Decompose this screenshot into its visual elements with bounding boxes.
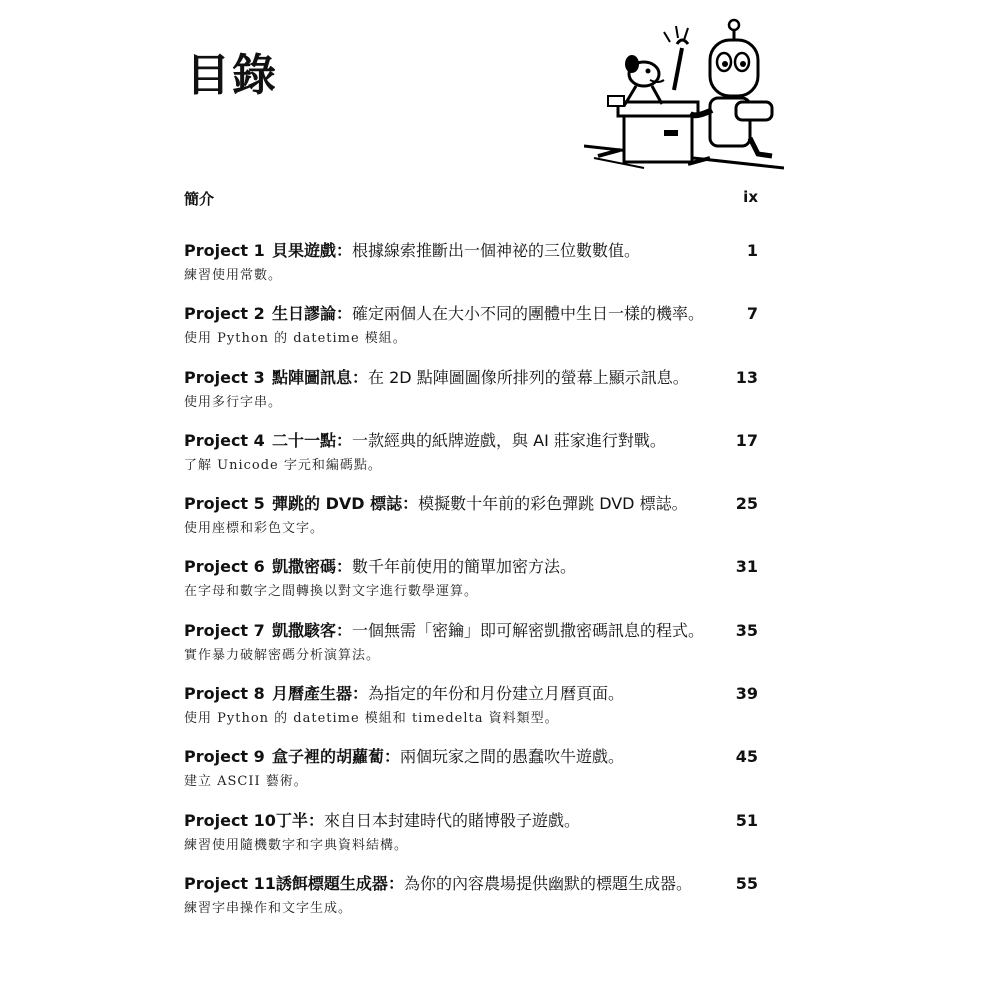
project-number: Project 7: [184, 620, 265, 640]
toc-intro-entry[interactable]: [184, 188, 758, 210]
toc-entry-project-2[interactable]: [184, 303, 758, 366]
project-subtitle: 在字母和數字之間轉換以對文字進行數學運算。: [184, 584, 479, 600]
project-subtitle: 使用 Python 的 datetime 模組。: [184, 331, 407, 347]
project-subtitle: 使用 Python 的 datetime 模組和 timedelta 資料類型。: [184, 711, 559, 727]
toc-entry-project-6[interactable]: [184, 556, 758, 619]
project-subtitle: 建立 ASCII 藝術。: [184, 774, 308, 790]
toc-entry-project-5[interactable]: [184, 493, 758, 556]
project-description: 來自日本封建時代的賭博骰子遊戲。: [323, 810, 580, 830]
page-number: 1: [746, 241, 758, 260]
project-description: 兩個玩家之間的愚蠢吹牛遊戲。: [400, 747, 625, 767]
project-number: Project 2: [184, 304, 265, 324]
project-name: 凱撒駭客: [272, 620, 337, 640]
page-number: 51: [735, 810, 758, 830]
project-description: 數千年前使用的簡單加密方法。: [352, 557, 577, 577]
page-number: 31: [735, 557, 758, 577]
project-number: Project 11: [184, 873, 276, 893]
toc-entry-project-8[interactable]: [184, 683, 758, 746]
project-number: Project 4: [184, 430, 265, 450]
toc-list: [184, 240, 758, 936]
toc-entry-project-11[interactable]: [184, 873, 758, 936]
toc-entry-project-10[interactable]: [184, 810, 758, 873]
project-name: 丁半: [275, 810, 308, 830]
project-name: 點陣圖訊息: [272, 367, 353, 387]
project-subtitle: 實作暴力破解密碼分析演算法。: [184, 647, 381, 663]
project-name: 凱撒密碼: [272, 557, 337, 577]
page-number: 7: [746, 304, 758, 324]
separator: ：: [307, 810, 324, 830]
project-name: 貝果遊戲: [272, 241, 337, 260]
toc-entry-project-7[interactable]: [184, 620, 758, 683]
project-description: 確定兩個人在大小不同的團體中生日一樣的機率。: [352, 304, 705, 324]
project-name: 二十一點: [272, 430, 337, 450]
project-number: Project 1: [184, 241, 265, 260]
project-subtitle: 使用座標和彩色文字。: [184, 521, 325, 537]
toc-entry-project-9[interactable]: [184, 746, 758, 809]
project-number: Project 9: [184, 747, 265, 767]
project-description: 一個無需「密鑰」即可解密凱撒密碼訊息的程式。: [352, 620, 705, 640]
project-name: 彈跳的 DVD 標誌: [272, 494, 403, 514]
separator: ：: [402, 494, 419, 514]
page-title: 目錄: [186, 50, 278, 101]
project-number: Project 3: [184, 367, 265, 387]
project-name: 誘餌標題生成器: [275, 873, 388, 893]
project-description: 一款經典的紙牌遊戲，與 AI 莊家進行對戰。: [352, 430, 666, 450]
project-subtitle: 了解 Unicode 字元和編碼點。: [184, 457, 382, 473]
page-number: 35: [735, 620, 758, 640]
project-description: 為你的內容農場提供幽默的標題生成器。: [403, 873, 692, 893]
project-subtitle: 練習使用隨機數字和字典資料結構。: [184, 837, 409, 853]
project-name: 生日謬論: [272, 304, 337, 324]
robot-mechanic-illustration: [584, 18, 784, 178]
page-number: 45: [735, 747, 758, 767]
project-description: 根據線索推斷出一個神祕的三位數數值。: [352, 241, 641, 260]
project-number: Project 8: [184, 684, 265, 704]
project-description: 模擬數十年前的彩色彈跳 DVD 標誌。: [418, 494, 688, 514]
separator: ：: [384, 747, 401, 767]
separator: ：: [336, 430, 353, 450]
page-number: 17: [735, 430, 758, 450]
toc-entry-project-3[interactable]: [184, 367, 758, 430]
project-description: 為指定的年份和月份建立月曆頁面。: [368, 684, 625, 704]
page-number: 13: [735, 367, 758, 387]
separator: ：: [336, 557, 353, 577]
page-number: 55: [735, 873, 758, 893]
project-subtitle: 練習字串操作和文字生成。: [184, 900, 353, 916]
project-description: 在 2D 點陣圖圖像所排列的螢幕上顯示訊息。: [368, 367, 689, 387]
page-number: 39: [735, 684, 758, 704]
project-number: Project 6: [184, 557, 265, 577]
project-name: 月曆產生器: [272, 684, 353, 704]
separator: ：: [352, 684, 369, 704]
intro-label: 簡介: [184, 190, 215, 208]
project-number: Project 5: [184, 494, 265, 514]
separator: ：: [352, 367, 369, 387]
project-subtitle: 練習使用常數。: [184, 268, 283, 283]
separator: ：: [387, 873, 404, 893]
intro-page-number: ix: [743, 188, 758, 206]
toc-entry-project-1[interactable]: [184, 240, 758, 303]
project-name: 盒子裡的胡蘿蔔: [272, 747, 385, 767]
toc-entry-project-4[interactable]: [184, 430, 758, 493]
separator: ：: [336, 241, 353, 260]
separator: ：: [336, 620, 353, 640]
project-subtitle: 使用多行字串。: [184, 394, 283, 410]
page-number: 25: [735, 494, 758, 514]
project-number: Project 10: [184, 810, 276, 830]
separator: ：: [336, 304, 353, 324]
